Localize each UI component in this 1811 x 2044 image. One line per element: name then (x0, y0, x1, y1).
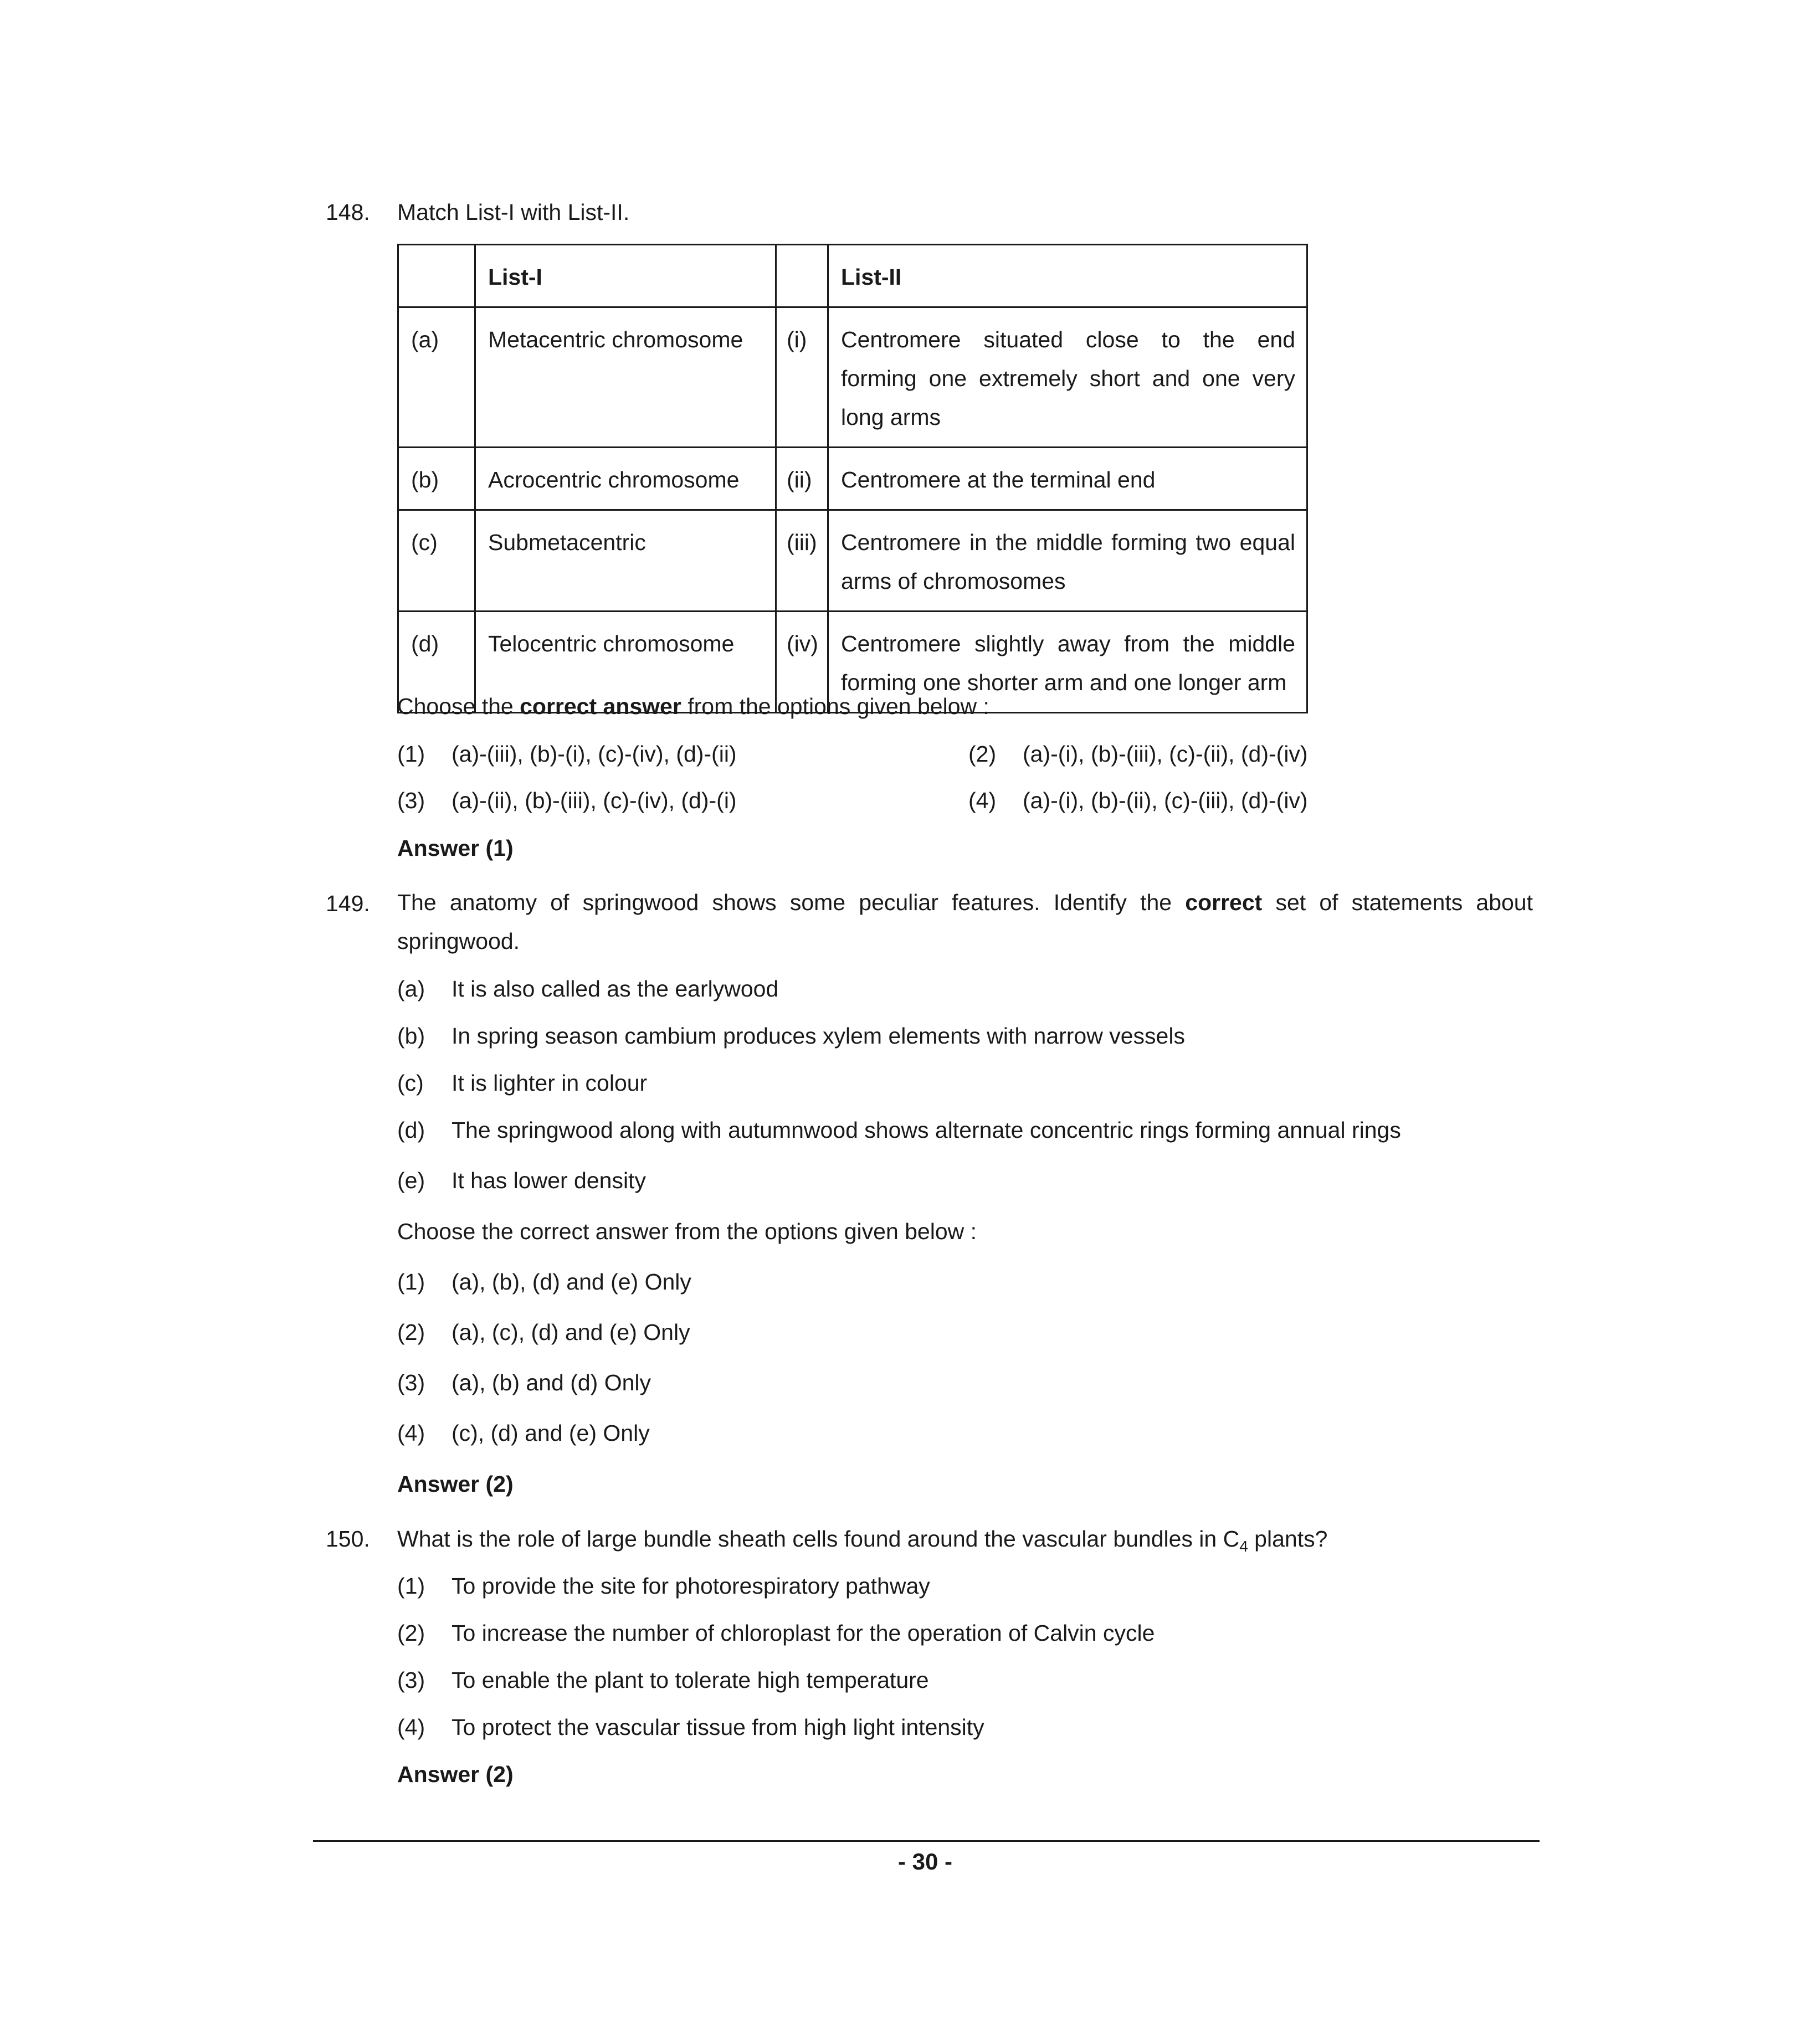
option-text: (a)-(iii), (b)-(i), (c)-(iv), (d)-(ii) (452, 741, 737, 767)
list-1-item: Metacentric chromosome (475, 307, 776, 448)
row-label: (iv) (776, 612, 828, 713)
option-label: (3) (397, 1370, 425, 1395)
option-item (397, 741, 737, 767)
row-label: (ii) (776, 448, 828, 510)
match-table (397, 244, 1308, 713)
option-label: (2) (968, 741, 997, 767)
option-text: To enable the plant to tolerate high temperature (452, 1667, 929, 1693)
statement-item (397, 976, 778, 1002)
row-label: (c) (398, 510, 475, 612)
option-item (397, 1573, 930, 1599)
option-text: To protect the vascular tissue from high light intensity (452, 1714, 984, 1740)
answer-label: Answer (2) (397, 1471, 514, 1497)
option-label: (2) (397, 1319, 425, 1345)
option-item (397, 1370, 651, 1396)
option-label: (1) (397, 741, 425, 767)
table-row (398, 448, 1307, 510)
option-label: (3) (397, 1667, 425, 1693)
option-label: (2) (397, 1620, 425, 1646)
list-1-item: Telocentric chromosome (475, 612, 776, 713)
answer-label: Answer (1) (397, 835, 514, 861)
question-number: 148. (326, 199, 370, 225)
subscript: 4 (1239, 1538, 1248, 1555)
footer-divider (313, 1840, 1540, 1842)
option-text: To increase the number of chloroplast for the operation of Calvin cycle (452, 1620, 1155, 1646)
option-item (397, 1269, 691, 1295)
list-2-item: Centromere situated close to the end forming one extremely short and one very long arms (828, 307, 1307, 448)
statement-label: (b) (397, 1023, 425, 1049)
option-text: (a)-(ii), (b)-(iii), (c)-(iv), (d)-(i) (452, 788, 737, 813)
option-item (397, 1714, 984, 1740)
option-text: (a), (c), (d) and (e) Only (452, 1319, 690, 1345)
option-label: (4) (397, 1714, 425, 1740)
option-item (397, 1620, 1155, 1646)
option-text: (c), (d) and (e) Only (452, 1420, 650, 1446)
list-1-header: List-I (475, 245, 776, 307)
option-item (968, 788, 1308, 814)
list-2-item: Centromere at the terminal end (828, 448, 1307, 510)
table-row (398, 307, 1307, 448)
row-label: (b) (398, 448, 475, 510)
option-item (397, 1420, 650, 1446)
statement-text: It is lighter in colour (452, 1070, 648, 1096)
option-item (397, 788, 737, 814)
question-prefix: What is the role of large bundle sheath cells found around the vascular bundles in C (397, 1526, 1240, 1552)
option-label: (1) (397, 1573, 425, 1599)
list-1-item: Acrocentric chromosome (475, 448, 776, 510)
page-number: - 30 - (897, 1848, 953, 1874)
question-number: 149. (326, 891, 370, 916)
list-2-header: List-II (828, 245, 1307, 307)
row-label: (iii) (776, 510, 828, 612)
question-text (397, 883, 1533, 961)
answer-label: Answer (2) (397, 1761, 514, 1787)
statement-item (397, 1168, 646, 1194)
question-suffix: set of statements about springwood. (397, 890, 1533, 954)
statement-label: (d) (397, 1117, 425, 1143)
row-label: (i) (776, 307, 828, 448)
question-prefix: The anatomy of springwood shows some peculiar features. Identify the (397, 890, 1186, 915)
list-1-item: Submetacentric (475, 510, 776, 612)
option-text: (a), (b) and (d) Only (452, 1370, 651, 1395)
option-label: (1) (397, 1269, 425, 1295)
table-cell (776, 245, 828, 307)
statement-label: (c) (397, 1070, 424, 1096)
table-cell (398, 245, 475, 307)
choose-bold: correct answer (520, 694, 681, 719)
choose-suffix: from the options given below : (681, 694, 989, 719)
statement-text: It has lower density (452, 1168, 646, 1193)
statement-label: (a) (397, 976, 425, 1002)
option-item (397, 1319, 690, 1345)
option-label: (4) (397, 1420, 425, 1446)
choose-instruction (397, 694, 989, 720)
list-2-item: Centromere slightly away from the middle forming one shorter arm and one longer arm (828, 612, 1307, 713)
option-item (397, 1667, 929, 1693)
question-text: Match List-I with List-II. (397, 199, 630, 225)
statement-item (397, 1023, 1185, 1049)
option-label: (4) (968, 788, 997, 813)
question-bold: correct (1185, 890, 1263, 915)
choose-instruction: Choose the correct answer from the options given below : (397, 1219, 977, 1244)
list-2-item: Centromere in the middle forming two equal arms of chromosomes (828, 510, 1307, 612)
option-text: To provide the site for photorespiratory pathway (452, 1573, 930, 1599)
question-number: 150. (326, 1526, 370, 1552)
choose-prefix: Choose the (397, 694, 520, 719)
option-text: (a)-(i), (b)-(iii), (c)-(ii), (d)-(iv) (1023, 741, 1308, 767)
question-text (397, 1526, 1327, 1555)
option-text: (a)-(i), (b)-(ii), (c)-(iii), (d)-(iv) (1023, 788, 1308, 813)
row-label: (d) (398, 612, 475, 713)
statement-item (397, 1070, 647, 1096)
table-header-row (398, 245, 1307, 307)
option-text: (a), (b), (d) and (e) Only (452, 1269, 691, 1295)
option-item (968, 741, 1308, 767)
statement-text: In spring season cambium produces xylem elements with narrow vessels (452, 1023, 1185, 1049)
statement-text: The springwood along with autumnwood shows alternate concentric rings forming annual rings (452, 1117, 1401, 1143)
table-row (398, 510, 1307, 612)
statement-label: (e) (397, 1168, 425, 1193)
statement-text: It is also called as the earlywood (452, 976, 779, 1002)
option-label: (3) (397, 788, 425, 813)
question-suffix: plants? (1248, 1526, 1328, 1552)
statement-item (397, 1117, 1401, 1143)
row-label: (a) (398, 307, 475, 448)
